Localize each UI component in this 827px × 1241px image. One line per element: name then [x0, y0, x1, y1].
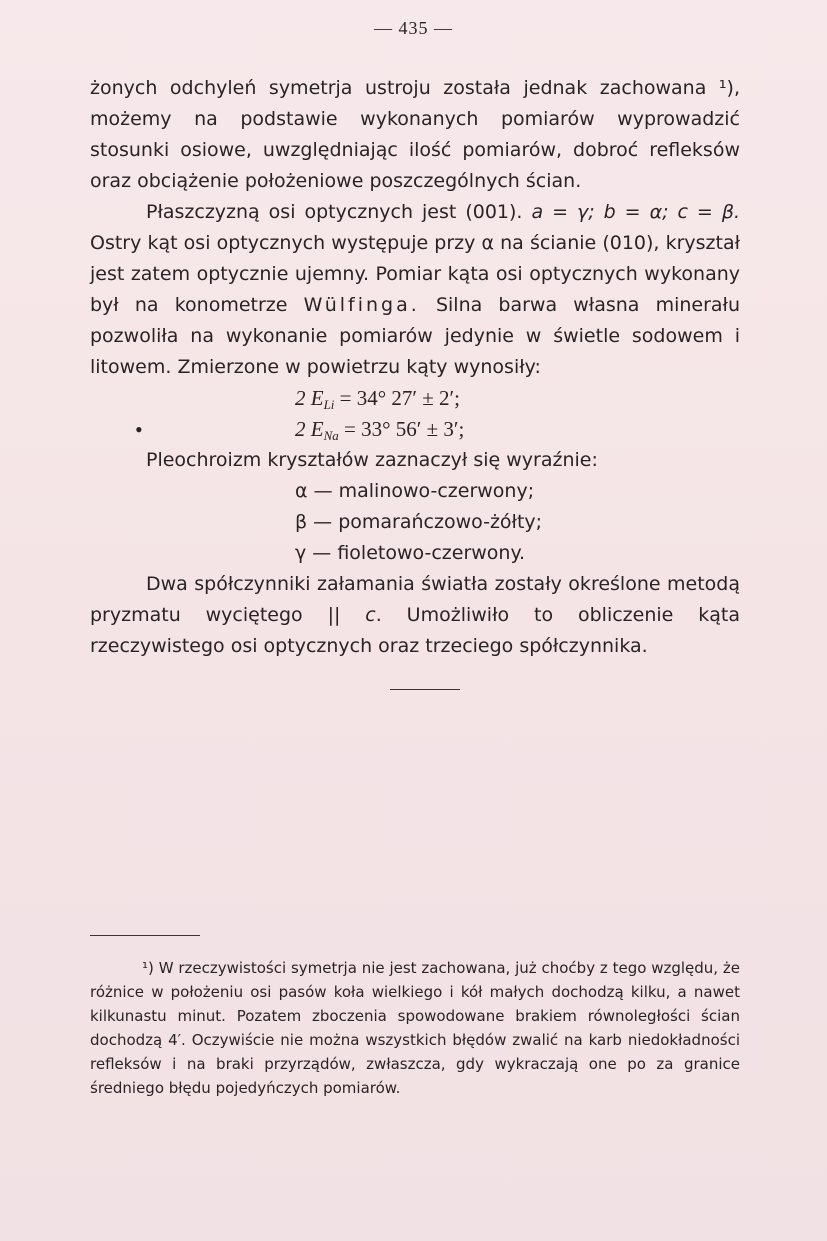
- pleochroism-alpha: α — malinowo-czerwony;: [295, 480, 535, 502]
- formula-li-subscript: Li: [323, 397, 335, 412]
- paragraph-1: żonych odchyleń symetrja ustroju została jednak zachowana ¹), możemy na podstawie wykonanych pomiarów wyprowadzić stosunki osiowe, uwzględniając ilość pomiarów, dobroć refleksów oraz obciążenie położeniowe poszczególnych ścian.: [90, 77, 740, 192]
- pleochroism-beta: β — pomarańczowo-żółty;: [295, 511, 543, 533]
- section-divider: [390, 689, 460, 690]
- footnote-text: ¹) W rzeczywistości symetrja nie jest zachowana, już choćby z tego względu, że różnice w położeniu osi pasów koła wielkiego i kół małych dochodzą kilku, a nawet kilkunastu minut. Pozatem zboczenia spowodowane brakiem równoległości ścian dochodzą 4′. Oczywiście nie można wszystkich błędów zwalić na karb niedokładności refleksów i na braki przyrządów, zwłaszcza, gdy wykraczają one po za granice średniego błędu pojedyńczych pomiarów.: [90, 959, 740, 1097]
- paragraph-2: [90, 197, 740, 383]
- paragraph-3-part-a: Dwa spółczynniki załamania światła zostały określone metodą pryzmatu wyciętego ||: [90, 573, 740, 626]
- formula-li-symbol: 2 E: [295, 386, 324, 410]
- formula-na-value: = 33° 56′ ± 3′;: [338, 417, 465, 441]
- pleochroism-intro: Pleochroizm kryształów zaznaczył się wyraźnie:: [146, 449, 598, 471]
- footnote-rule: [90, 935, 200, 936]
- paragraph-2-part-b: Ostry kąt osi optycznych występuje przy α na ścianie (010), kryształ jest zatem optycznie ujemny. Pomiar kąta osi optycznych wykonany był na konometrze: [90, 232, 740, 316]
- formula-li: [90, 383, 740, 414]
- author-name: Wülfinga.: [303, 294, 420, 316]
- paragraph-2-part-c: Silna barwa własna minerału pozwoliła na wykonanie pomiarów jedynie w świetle sodowem i litowem. Zmierzone w powietrzu kąty wynosiły:: [90, 294, 741, 378]
- formula-na-subscript: Na: [323, 428, 339, 443]
- paragraph-3-part-b: . Umożliwiło to obliczenie kąta rzeczywistego osi optycznych oraz trzeciego spółczynnika.: [90, 604, 740, 657]
- main-text: [90, 73, 740, 662]
- footnote: [90, 956, 740, 1100]
- page-number: — 435 —: [374, 18, 453, 38]
- axes-formula: a = γ; b = α; c = β.: [531, 201, 740, 223]
- paragraph-2-part-a: Płaszczyzną osi optycznych jest (001).: [146, 201, 532, 223]
- axis-c: c: [365, 604, 376, 626]
- paragraph-3: [90, 569, 740, 662]
- formula-li-value: = 34° 27′ ± 2′;: [334, 386, 460, 410]
- bullet-mark: •: [135, 417, 143, 442]
- formula-na-symbol: 2 E: [295, 417, 324, 441]
- formula-na: [90, 414, 740, 445]
- pleochroism-gamma: γ — fioletowo-czerwony.: [295, 542, 526, 564]
